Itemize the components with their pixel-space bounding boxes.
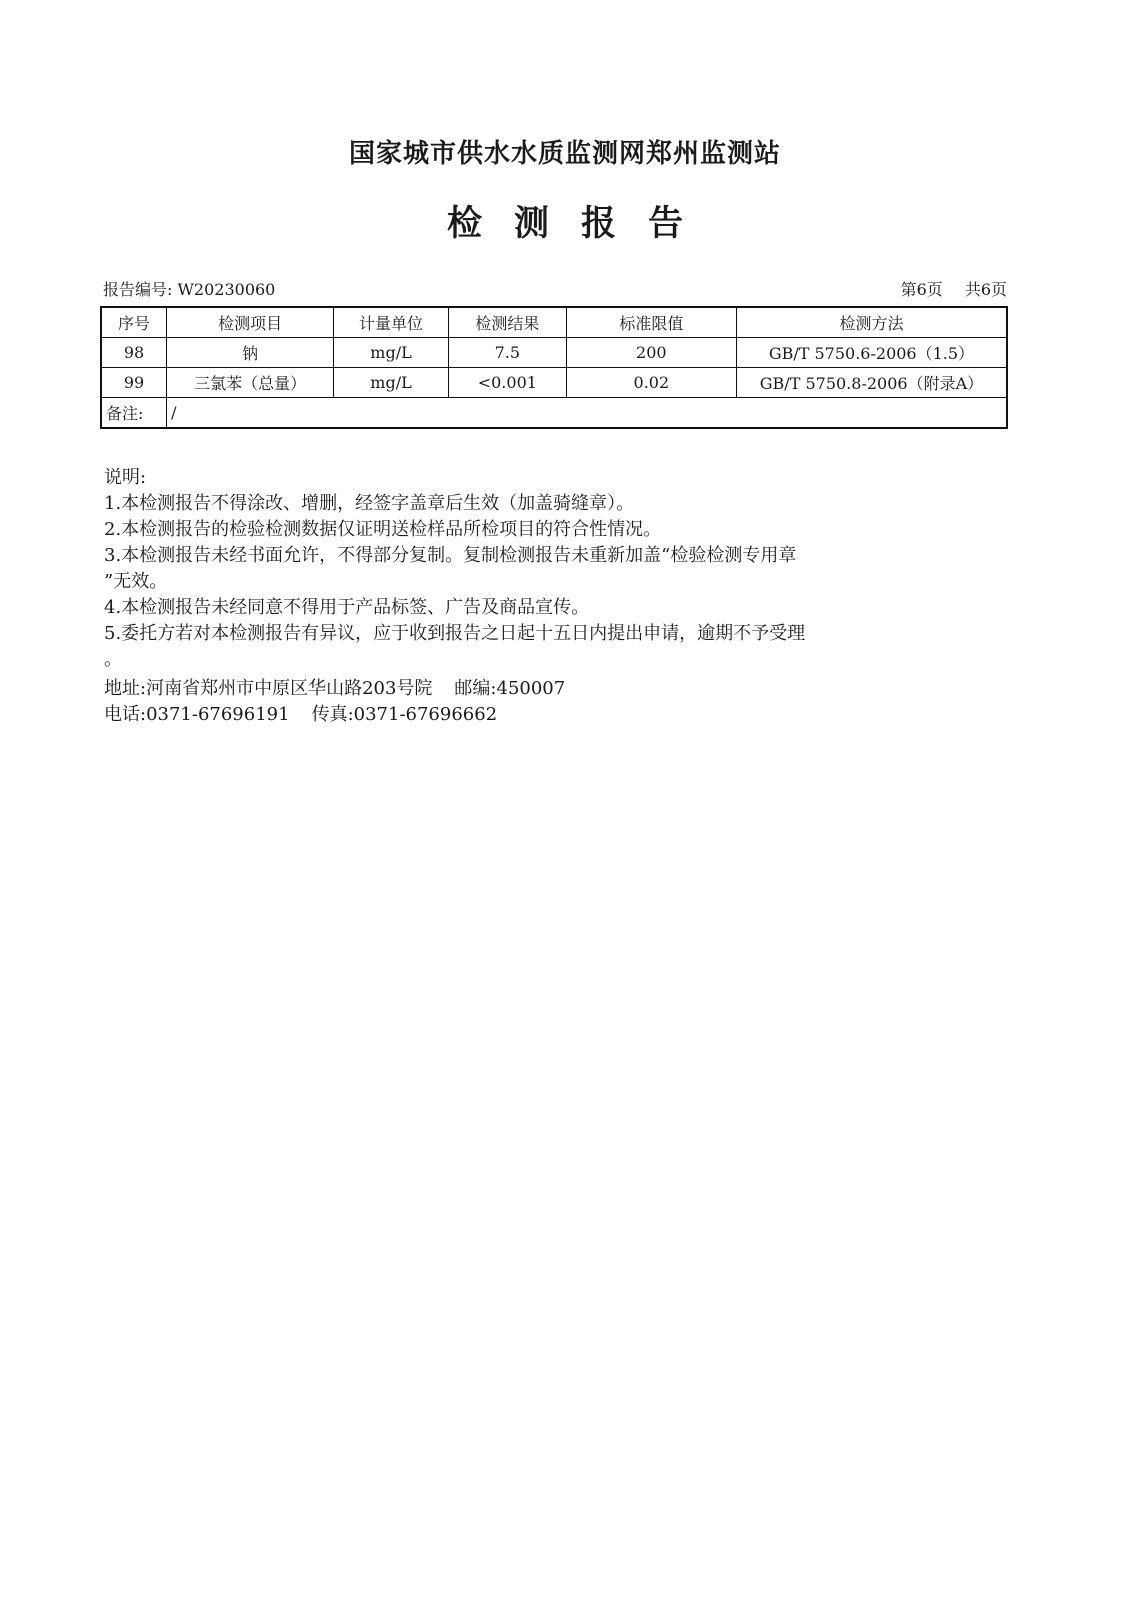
address: 地址:河南省郑州市中原区华山路203号院 [104,678,433,699]
note-line: ”无效。 [104,571,168,592]
cell-seq: 99 [101,368,167,398]
phone: 电话:0371-67696191 [104,704,290,725]
cell-limit: 200 [566,338,736,368]
report-meta [103,277,1007,299]
column-header-seq: 序号 [101,307,167,338]
cell-item: 钠 [167,338,334,368]
cell-unit: mg/L [334,368,449,398]
phone-line [104,702,565,728]
page-number: 第6页 [900,280,943,299]
cell-method: GB/T 5750.6-2006（1.5） [736,338,1007,368]
organization-title: 国家城市供水水质监测网郑州监测站 [348,139,781,169]
cell-result: 7.5 [448,338,566,368]
column-header-method: 检测方法 [736,307,1007,338]
column-header-result: 检测结果 [448,307,566,338]
remark-value: / [167,398,1007,429]
report-number: 报告编号: W20230060 [103,280,276,299]
note-line: 4.本检测报告未经同意不得用于产品标签、广告及商品宣传。 [104,597,590,618]
notes-heading: 说明: [104,467,147,488]
table-header-row [101,307,1007,338]
fax: 传真:0371-67696662 [311,704,498,725]
address-line [104,676,565,702]
cell-seq: 98 [101,338,167,368]
note-line: 1.本检测报告不得涂改、增删，经签字盖章后生效（加盖骑缝章）。 [104,493,635,514]
note-line: 5.委托方若对本检测报告有异议，应于收到报告之日起十五日内提出申请，逾期不予受理 [104,623,806,644]
note-line: 3.本检测报告未经书面允许，不得部分复制。复制检测报告未重新加盖“检验检测专用章 [104,545,797,566]
report-title: 检测报告 [446,204,715,244]
cell-limit: 0.02 [566,368,736,398]
cell-result: <0.001 [448,368,566,398]
remark-row [101,398,1007,429]
table-row [101,338,1007,368]
column-header-unit: 计量单位 [334,307,449,338]
cell-item: 三氯苯（总量） [167,368,334,398]
cell-unit: mg/L [334,338,449,368]
note-line: 2.本检测报告的检验检测数据仅证明送检样品所检项目的符合性情况。 [104,519,662,540]
total-pages: 共6页 [964,280,1007,299]
remark-label: 备注: [101,398,167,429]
column-header-item: 检测项目 [167,307,334,338]
notes-section [104,465,1004,673]
results-table [100,306,1008,429]
note-line: 。 [104,649,122,670]
page-info [879,277,1007,300]
table-row [101,368,1007,398]
contact-section [104,676,565,728]
postcode: 邮编:450007 [454,678,566,699]
cell-method: GB/T 5750.8-2006（附录A） [736,368,1007,398]
column-header-limit: 标准限值 [566,307,736,338]
